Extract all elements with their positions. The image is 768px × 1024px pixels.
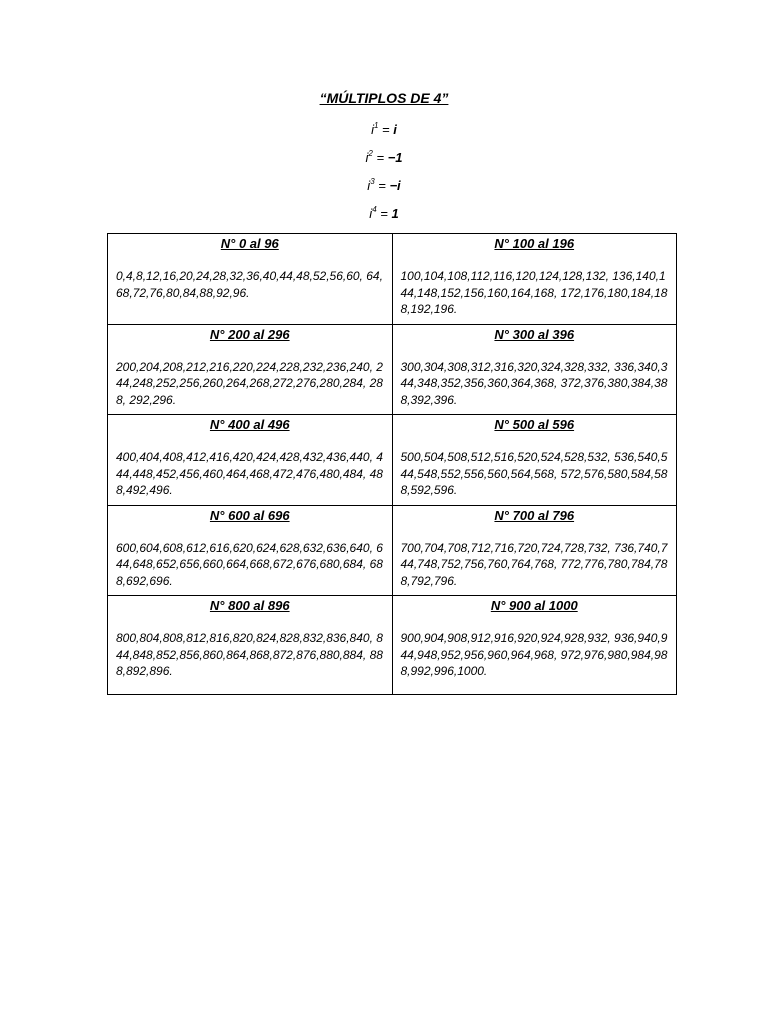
- power-exponent: 1: [373, 121, 379, 130]
- table-cell: [392, 324, 677, 415]
- table-cell: [108, 234, 393, 325]
- power-line: [0, 120, 768, 148]
- power-value: 1: [391, 206, 399, 221]
- power-equals: =: [374, 178, 390, 193]
- table-row: [108, 234, 677, 325]
- table-row: [108, 505, 677, 596]
- table-cell: [108, 505, 393, 596]
- power-value: −1: [387, 150, 403, 165]
- range-heading: N° 0 al 96: [220, 236, 279, 251]
- table-row: [108, 596, 677, 695]
- multiples-list: 100,104,108,112,116,120,124,128,132, 136,140,144,148,152,156,160,164,168, 172,176,180,184,188,192,196.: [400, 269, 668, 316]
- multiples-list: 300,304,308,312,316,320,324,328,332, 336,340,344,348,352,356,360,364,368, 372,376,380,384,388,392,396.: [400, 359, 668, 407]
- range-heading: N° 100 al 196: [494, 236, 575, 251]
- power-base: i: [369, 206, 373, 221]
- power-exponent: 3: [370, 177, 375, 186]
- range-heading: N° 200 al 296: [209, 326, 290, 342]
- power-equals: =: [378, 122, 394, 137]
- power-equals: =: [376, 206, 392, 221]
- multiples-list: 900,904,908,912,916,920,924,928,932, 936,940,944,948,952,956,960,964,968, 972,976,980,984,988,992,996,1000.: [400, 631, 668, 678]
- multiples-list: 0,4,8,12,16,20,24,28,32,36,40,44,48,52,56,60, 64, 68,72,76,80,84,88,92,96.: [116, 269, 383, 300]
- table-cell: [108, 415, 393, 506]
- multiples-list: 700,704,708,712,716,720,724,728,732, 736,740,744,748,752,756,760,764,768, 772,776,780,784,788,792,796.: [400, 540, 668, 588]
- range-heading: N° 300 al 396: [494, 326, 575, 342]
- range-heading: N° 800 al 896: [209, 598, 290, 613]
- table-row: [108, 324, 677, 415]
- range-heading: N° 400 al 496: [209, 417, 290, 432]
- multiples-list: 400,404,408,412,416,420,424,428,432,436,440, 444,448,452,456,460,464,468,472,476,480,484, 488,492,496.: [116, 450, 383, 497]
- multiples-list: 200,204,208,212,216,220,224,228,232,236,240, 244,248,252,256,260,264,268,272,276,280,284, 288, 292,296.: [116, 359, 383, 407]
- power-line: [0, 148, 768, 176]
- table-cell: [392, 596, 677, 695]
- table-cell: [108, 596, 393, 695]
- power-value: −i: [389, 178, 401, 193]
- power-base: i: [371, 122, 374, 137]
- power-base: i: [365, 150, 369, 165]
- table-cell: [108, 324, 393, 415]
- multiples-list: 500,504,508,512,516,520,524,528,532, 536,540,544,548,552,556,560,564,568, 572,576,580,584,588,592,596.: [400, 450, 668, 497]
- table-row: [108, 415, 677, 506]
- power-value: i: [393, 122, 397, 137]
- powers-of-i: [0, 120, 768, 232]
- range-heading: N° 900 al 1000: [490, 598, 578, 613]
- range-heading: N° 600 al 696: [209, 507, 290, 523]
- multiples-list: 800,804,808,812,816,820,824,828,832,836,840, 844,848,852,856,860,864,868,872,876,880,884, 888,892,896.: [116, 631, 383, 678]
- table-cell: [392, 415, 677, 506]
- power-line: [0, 176, 768, 204]
- power-line: [0, 204, 768, 232]
- range-heading: N° 700 al 796: [494, 507, 575, 523]
- table-cell: [392, 234, 677, 325]
- table-cell: [392, 505, 677, 596]
- document-title: “MÚLTIPLOS DE 4”: [319, 90, 449, 106]
- power-exponent: 2: [368, 149, 373, 158]
- power-base: i: [367, 178, 371, 193]
- power-equals: =: [372, 150, 388, 165]
- range-heading: N° 500 al 596: [494, 417, 575, 432]
- multiples-list: 600,604,608,612,616,620,624,628,632,636,640, 644,648,652,656,660,664,668,672,676,680,684, 688,692,696.: [116, 540, 383, 588]
- multiples-table: [107, 233, 677, 695]
- power-exponent: 4: [372, 205, 377, 214]
